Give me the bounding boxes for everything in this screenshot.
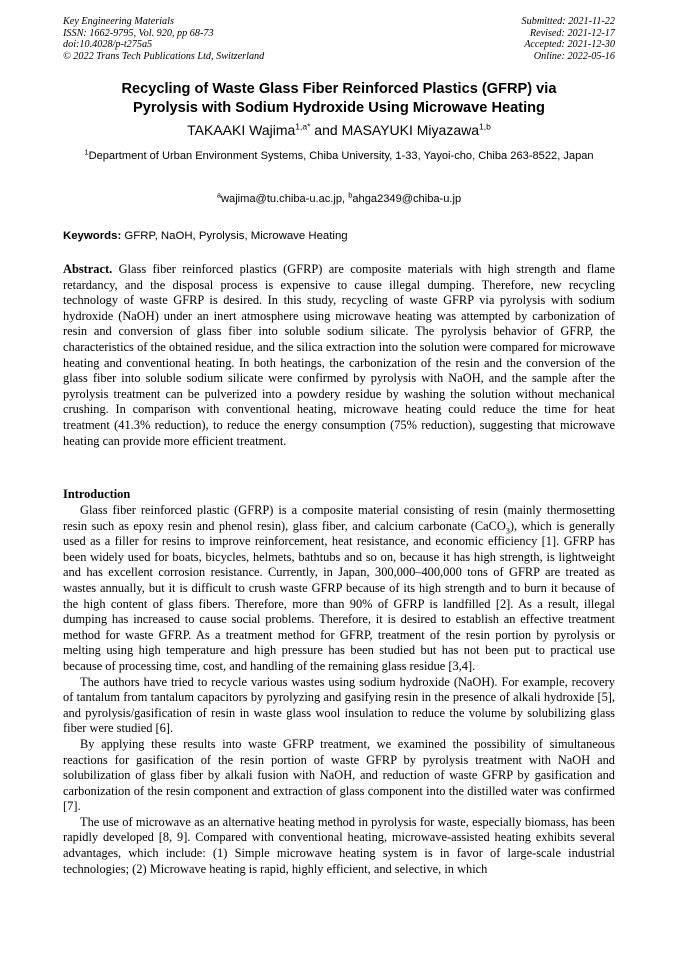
intro-paragraph-2: The authors have tried to recycle various wastes using sodium hydroxide (NaOH). For example, recovery of tantalum from tantalum capacitors by pyrolyzing and gasifying resin in the presence of alkali hydroxide [5], and pyrolysis/gasification of resin in waste glass wool insulation to reduce the volume by solubilizing glass fiber were studied [6].: [63, 674, 615, 736]
online-date: Online: 2022-05-16: [533, 50, 615, 62]
author-2: MASAYUKI Miyazawa: [341, 122, 480, 138]
issn-line: ISSN: 1662-9795, Vol. 920, pp 68-73: [63, 27, 214, 39]
author-emails: [63, 192, 615, 206]
paper-title: [63, 80, 615, 118]
intro-p1-subscript: 3: [505, 526, 510, 536]
title-line-2: Pyrolysis with Sodium Hydroxide Using Microwave Heating: [133, 100, 545, 116]
author-list: [63, 121, 615, 139]
copyright-line: © 2022 Trans Tech Publications Ltd, Switzerland: [63, 50, 265, 62]
email-b-mark: b: [348, 190, 353, 200]
journal-name: Key Engineering Materials: [63, 16, 174, 27]
author-1-affiliation-mark: 1,a*: [295, 121, 311, 132]
title-line-1: Recycling of Waste Glass Fiber Reinforced Plastics (GFRP) via: [121, 81, 557, 97]
affiliation-mark: 1: [84, 147, 89, 157]
affiliation: [63, 149, 615, 165]
publication-dates: [522, 16, 615, 62]
author-conjunction: and: [310, 122, 342, 138]
intro-paragraph-1: [63, 503, 615, 675]
journal-info: [63, 16, 264, 62]
intro-p1-part-a: Glass fiber reinforced plastic (GFRP) is a composite material consisting of resin (mainly thermosetting resin such as epoxy resin and phenol resin), glass fiber, and calcium carbonate (CaCO: [63, 503, 615, 533]
keywords-text: GFRP, NaOH, Pyrolysis, Microwave Heating: [121, 230, 348, 242]
keywords: [63, 229, 348, 243]
revised-date: Revised: 2021-12-17: [529, 27, 615, 39]
abstract-label: Abstract.: [63, 262, 113, 276]
introduction-heading: Introduction: [63, 487, 131, 501]
affiliation-text: Department of Urban Environment Systems, Chiba University, 1-33, Yayoi-cho, Chiba 263-8522, Japan: [88, 150, 594, 162]
abstract-text: Glass fiber reinforced plastics (GFRP) are composite materials with high strength and flame retardancy, and the disposal process is expensive to cause illegal dumping. Therefore, new recycling technology of waste GFRP is desired. In this study, recycling of waste GFRP via pyrolysis with sodium hydroxide (NaOH) under an inert atmosphere using microwave heating was attempted by carbonization of resin and conversion of glass fiber into soluble sodium silicate. The pyrolysis behavior of GFRP, the characteristics of the obtained residue, and the silica extraction into the solution were compared for microwave heating and conventional heating. In both heatings, the carbonization of the resin and the conversion of the glass fiber into soluble sodium silicate were confirmed by pyrolysis with NaOH, and the sample after the pyrolysis treatment can be pulverized into a powdery residue by washing the solution without mechanical crushing. In comparison with conventional heating, microwave heating could reduce the time for heat treatment (41.3% reduction), to reduce the energy consumption (75% reduction), suggesting that microwave heating can provide more efficient treatment.: [63, 262, 615, 448]
keywords-label: Keywords:: [63, 230, 122, 242]
accepted-date: Accepted: 2021-12-30: [524, 39, 615, 50]
introduction-body: [63, 503, 615, 877]
doi-line: doi:10.4028/p-t275a5: [63, 39, 153, 50]
intro-paragraph-4: The use of microwave as an alternative heating method in pyrolysis for waste, especially biomass, has been rapidly developed [8, 9]. Compared with conventional heating, microwave-assisted heating exhibits several advantages, which include: (1) Simple microwave heating system is in favor of large-scale industrial technologies; (2) Microwave heating is rapid, highly efficient, and selective, in which: [63, 814, 615, 876]
intro-paragraph-3: By applying these results into waste GFRP treatment, we examined the possibility of simultaneous reactions for gasification of the resin portion of waste GFRP by pyrolysis treatment with NaOH and solubilization of glass fiber by alkali fusion with NaOH, and reduction of waste GFRP by gasification and carbonization of the resin component and extraction of glass component into the distilled water was confirmed [7].: [63, 736, 615, 814]
email-a[interactable]: wajima@tu.chiba-u.ac.jp,: [221, 193, 349, 205]
submitted-date: Submitted: 2021-11-22: [521, 16, 615, 27]
intro-p1-part-b: ), which is generally used as a filler for resins to improve reinforcement, heat resistance, and economic efficiency [1]. GFRP has been widely used for boats, bicycles, helmets, bathtubs and so on, because it has high strength, is lightweight and has excellent corrosion resistance. Currently, in Japan, 300,000–400,000 tons of GFRP are treated as wastes annually, but it is difficult to crush waste GFRP because of its high strength and to burn it because of the high content of glass fibers. Therefore, more than 90% of GFRP is landfilled [2]. As a result, illegal dumping has increased to cause social problems. Therefore, it is desired to establish an effective treatment method for waste GFRP. As a treatment method for GFRP, treatment of the resin portion by pyrolysis or melting using high temperature and high pressure has been studied but has not been put to practical use because of processing time, cost, and handling of the remaining glass residue [3,4].: [63, 518, 615, 673]
author-2-affiliation-mark: 1,b: [479, 121, 491, 132]
abstract: [63, 262, 615, 449]
author-1: TAKAAKI Wajima: [187, 122, 296, 138]
email-a-mark: a: [216, 190, 222, 200]
email-b[interactable]: ahga2349@chiba-u.jp: [352, 193, 462, 205]
